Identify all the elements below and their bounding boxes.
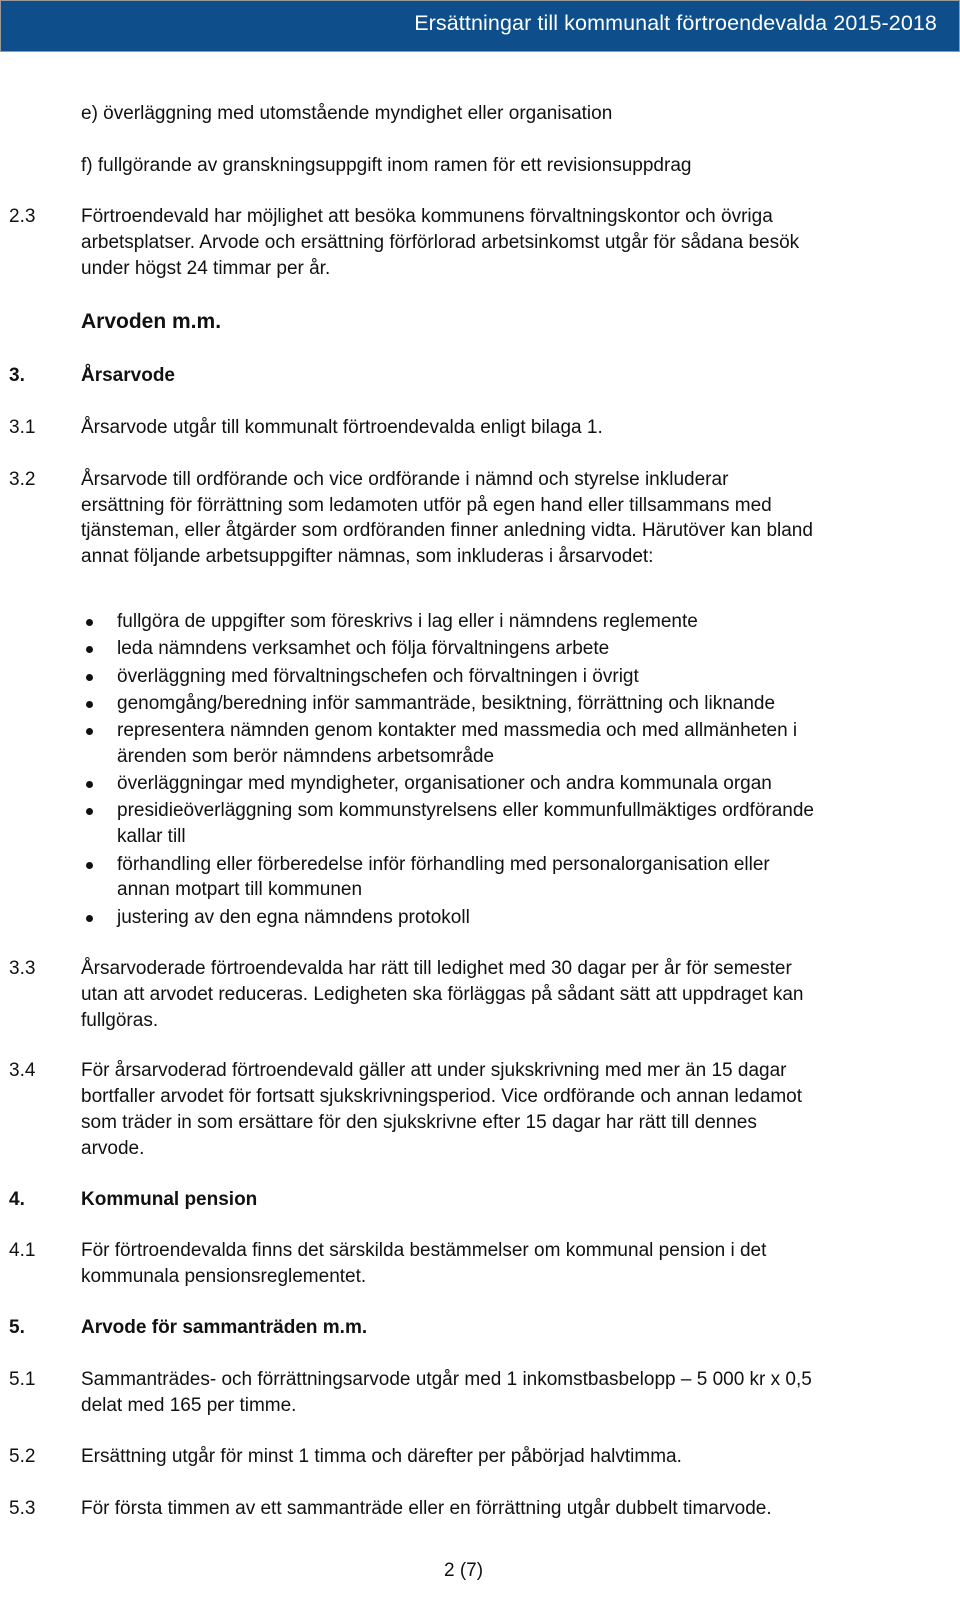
bullet-item-continuation: ärenden som berör nämndens arbetsområde (117, 746, 495, 767)
paragraph-3-2-line: annat följande arbetsuppgifter nämnas, som inkluderas i årsarvodet: (81, 546, 654, 567)
paragraph-3-2-line: Årsarvode till ordförande och vice ordförande i nämnd och styrelse inkluderar (81, 469, 729, 490)
bullet-item: genomgång/beredning inför sammanträde, besiktning, förrättning och liknande (117, 693, 776, 714)
document-title: Ersättningar till kommunalt förtroendevalda 2015-2018 (414, 11, 937, 35)
paragraph-number-5-2: 5.2 (9, 1446, 36, 1467)
section-title-arvode-sammantraden: Arvode för sammanträden m.m. (81, 1317, 368, 1338)
paragraph-3-3-line: utan att arvodet reduceras. Ledigheten ska förläggas på sådant sätt att uppdraget kan (81, 984, 804, 1005)
paragraph-number-3-2: 3.2 (9, 469, 36, 490)
bullet-item: överläggningar med myndigheter, organisationer och andra kommunala organ (117, 773, 772, 794)
bullet-item: leda nämndens verksamhet och följa förvaltningens arbete (117, 638, 610, 659)
paragraph-3-4-line: För årsarvoderad förtroendevald gäller att under sjukskrivning med mer än 15 dagar (81, 1060, 787, 1081)
heading-arvoden: Arvoden m.m. (81, 310, 222, 333)
bullet-item: överläggning med förvaltningschefen och förvaltningen i övrigt (117, 666, 639, 687)
paragraph-number-4-1: 4.1 (9, 1240, 36, 1261)
bullet-icon (86, 701, 93, 708)
paragraph-number-2-3: 2.3 (9, 206, 36, 227)
bullet-icon (86, 646, 93, 653)
paragraph-2-3-line: Förtroendevald har möjlighet att besöka kommunens förvaltningskontor och övriga (81, 206, 773, 227)
bullet-item-continuation: annan motpart till kommunen (117, 879, 363, 900)
section-title-kommunal-pension: Kommunal pension (81, 1189, 258, 1210)
paragraph-number-3-3: 3.3 (9, 958, 36, 979)
paragraph-3-2-line: tjänsteman, eller åtgärder som ordföranden finner anledning vidta. Härutöver kan bland (81, 520, 813, 541)
bullet-icon (86, 915, 93, 922)
section-title-arsarvode: Årsarvode (81, 365, 175, 386)
bullet-item-continuation: kallar till (117, 826, 186, 847)
paragraph-3-2-line: ersättning för förrättning som ledamoten utför på egen hand eller tillsammans med (81, 495, 772, 516)
paragraph-4-1-line: kommunala pensionsreglementet. (81, 1266, 367, 1287)
paragraph-number-5-3: 5.3 (9, 1498, 36, 1519)
bullet-icon (86, 781, 93, 788)
section-number-5: 5. (9, 1317, 25, 1338)
list-item-f: f) fullgörande av granskningsuppgift inom ramen för ett revisionsuppdrag (81, 155, 692, 176)
paragraph-5-2: Ersättning utgår för minst 1 timma och därefter per påbörjad halvtimma. (81, 1446, 682, 1467)
paragraph-3-1: Årsarvode utgår till kommunalt förtroendevalda enligt bilaga 1. (81, 417, 603, 438)
bullet-item: justering av den egna nämndens protokoll (117, 907, 470, 928)
section-number-3: 3. (9, 365, 25, 386)
paragraph-3-4-line: arvode. (81, 1138, 145, 1159)
paragraph-3-3-line: fullgöras. (81, 1010, 159, 1031)
bullet-icon (86, 808, 93, 815)
bullet-item: presidieöverläggning som kommunstyrelsens eller kommunfullmäktiges ordförande (117, 800, 814, 821)
bullet-icon (86, 674, 93, 681)
bullet-item: förhandling eller förberedelse inför förhandling med personalorganisation eller (117, 854, 770, 875)
paragraph-3-4-line: som träder in som ersättare för den sjukskrivne efter 15 dagar har rätt till dennes (81, 1112, 757, 1133)
paragraph-4-1-line: För förtroendevalda finns det särskilda bestämmelser om kommunal pension i det (81, 1240, 767, 1261)
section-number-4: 4. (9, 1189, 25, 1210)
paragraph-2-3-line: under högst 24 timmar per år. (81, 258, 331, 279)
bullet-icon (86, 728, 93, 735)
bullet-item: fullgöra de uppgifter som föreskrivs i lag eller i nämndens reglemente (117, 611, 698, 632)
paragraph-number-5-1: 5.1 (9, 1369, 36, 1390)
bullet-icon (86, 619, 93, 626)
paragraph-5-1-line: delat med 165 per timme. (81, 1395, 297, 1416)
document-header (0, 0, 960, 52)
paragraph-3-4-line: bortfaller arvodet för fortsatt sjukskrivningsperiod. Vice ordförande och annan ledamot (81, 1086, 802, 1107)
paragraph-5-1-line: Sammanträdes- och förrättningsarvode utgår med 1 inkomstbasbelopp – 5 000 kr x 0,5 (81, 1369, 812, 1390)
paragraph-2-3-line: arbetsplatser. Arvode och ersättning förförlorad arbetsinkomst utgår för sådana besök (81, 232, 800, 253)
paragraph-5-3: För första timmen av ett sammanträde eller en förrättning utgår dubbelt timarvode. (81, 1498, 772, 1519)
list-item-e: e) överläggning med utomstående myndighet eller organisation (81, 103, 613, 124)
page-number: 2 (7) (444, 1560, 484, 1581)
bullet-item: representera nämnden genom kontakter med massmedia och med allmänheten i (117, 720, 798, 741)
bullet-icon (86, 862, 93, 869)
paragraph-number-3-1: 3.1 (9, 417, 36, 438)
paragraph-number-3-4: 3.4 (9, 1060, 36, 1081)
paragraph-3-3-line: Årsarvoderade förtroendevalda har rätt till ledighet med 30 dagar per år för semester (81, 958, 792, 979)
